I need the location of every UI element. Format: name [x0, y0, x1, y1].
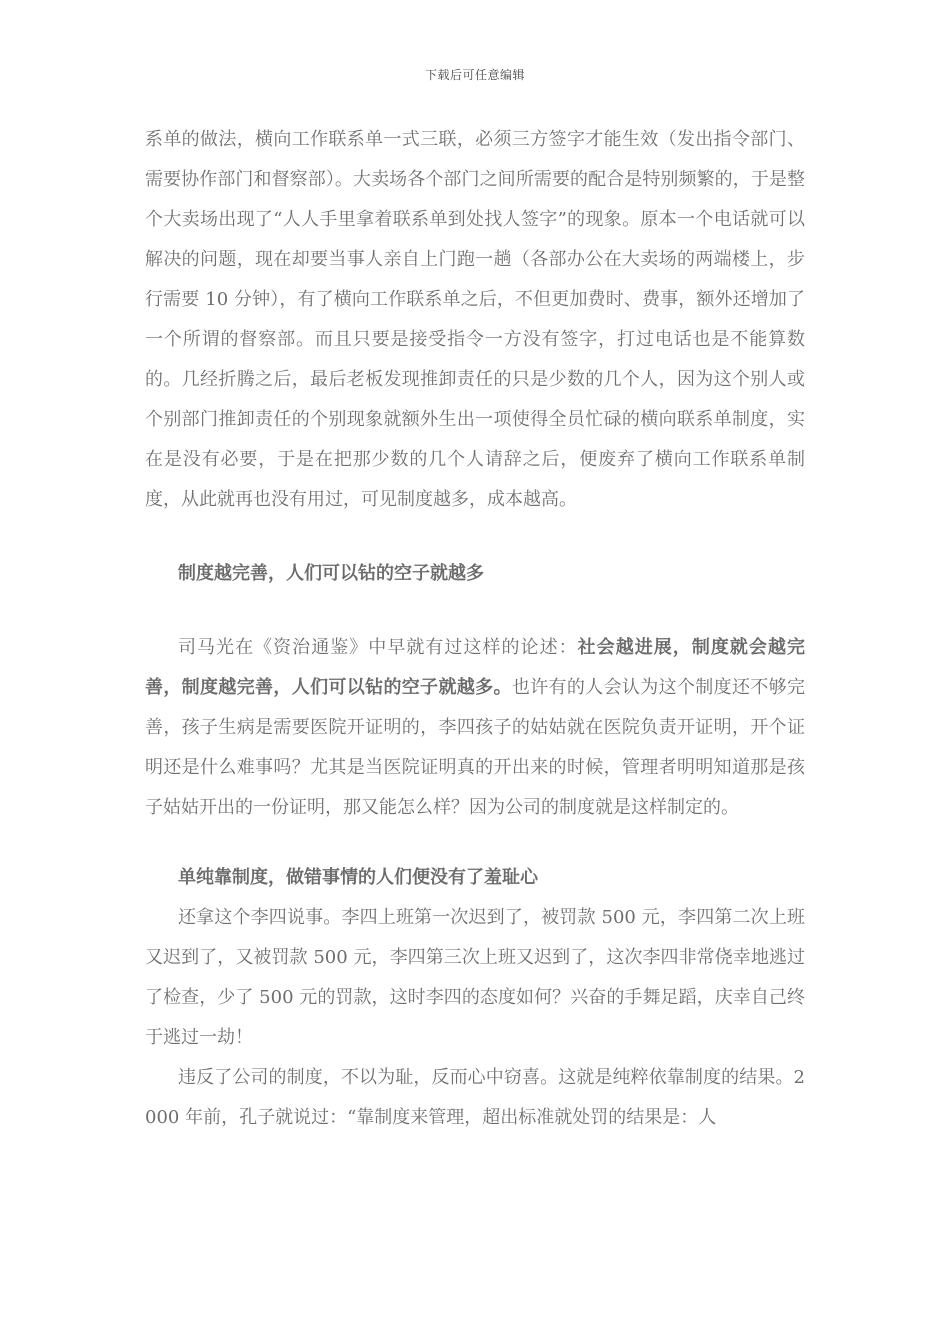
paragraph-lead-text: 司马光在《资治通鉴》中早就有过这样的论述： — [178, 637, 578, 658]
paragraph-sima-guang — [145, 628, 805, 828]
spacer — [145, 594, 805, 628]
paragraph-li-si: 还拿这个李四说事。李四上班第一次迟到了，被罚款 500 元，李四第二次上班又迟到了，又被罚款 500 元，李四第三次上班又迟到了，这次李四非常侥幸地逃过了检查，少了 500 元的罚款，这时李四的态度如何？兴奋的手舞足蹈，庆幸自己终于逃过一劫！ — [145, 907, 805, 1048]
paragraph-confucius: 违反了公司的制度，不以为耻，反而心中窃喜。这就是纯粹依靠制度的结果。2000 年前，孔子就说过：“靠制度来管理，超出标准就处罚的结果是：人 — [145, 1067, 805, 1128]
page-header: 下载后可任意编辑 — [424, 68, 525, 82]
section-heading: 制度越完善，人们可以钻的空子就越多 — [178, 563, 484, 584]
spacer — [145, 828, 805, 858]
document-body — [145, 120, 805, 1138]
section-heading: 单纯靠制度，做错事情的人们便没有了羞耻心 — [178, 867, 538, 888]
paragraph-rest-text: 也许有的人会认为这个制度还不够完善，孩子生病是需要医院开证明的，李四孩子的姑姑就在医院负责开证明，开个证明还是什么难事吗？尤其是当医院证明真的开出来的时候，管理者明明知道那是孩子姑姑开出的一份证明，那又能怎么样？因为公司的制度就是这样制定的。 — [145, 677, 806, 818]
spacer — [145, 520, 805, 554]
emphasized-quote: 社会越进展，制度就会越完善，制度越完善，人们可以钻的空子就越多。 — [145, 637, 805, 698]
paragraph-continuation: 系单的做法，横向工作联系单一式三联，必须三方签字才能生效（发出指令部门、需要协作部门和督察部）。大卖场各个部门之间所需要的配合是特别频繁的，于是整个大卖场出现了“人人手里拿着联系单到处找人签字”的现象。原本一个电话就可以解决的问题，现在却要当事人亲自上门跑一趟（各部办公在大卖场的两端楼上，步行需要 10 分钟），有了横向工作联系单之后，不但更加费时、费事，额外还增加了一个所谓的督察部。而且只要是接受指令一方没有签字，打过电话也是不能算数的。几经折腾之后，最后老板发现推卸责任的只是少数的几个人，因为这个别人或个别部门推卸责任的个别现象就额外生出一项使得全员忙碌的横向联系单制度，实在是没有必要，于是在把那少数的几个人请辞之后，便废弃了横向工作联系单制度，从此就再也没有用过，可见制度越多，成本越高。 — [145, 129, 805, 510]
